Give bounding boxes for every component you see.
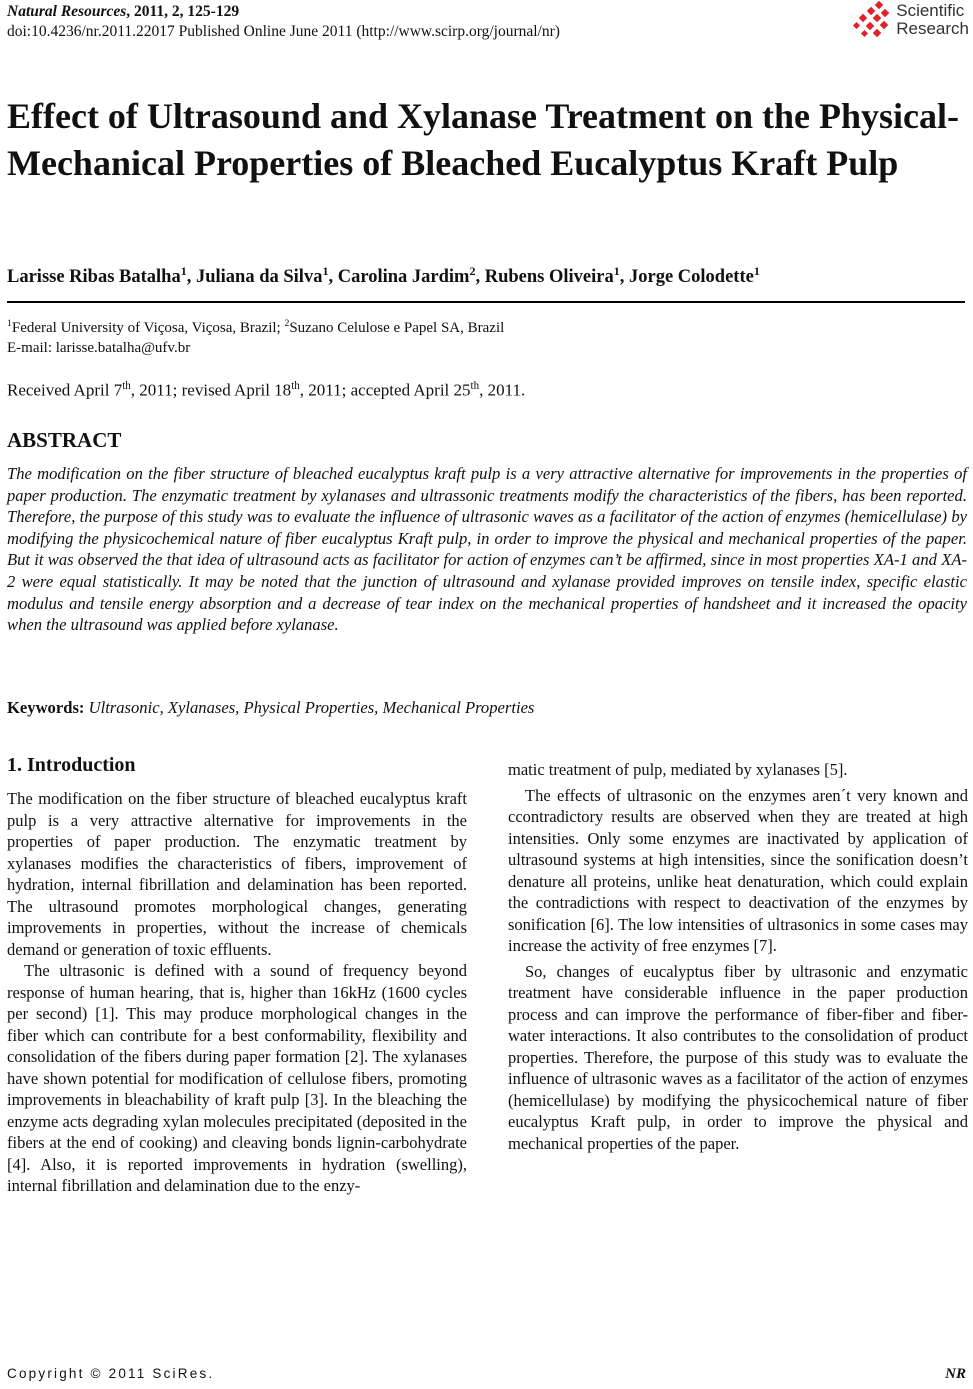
paper-title: Effect of Ultrasound and Xylanase Treatment on the Physical-Mechanical Properties of Bleached Eucalyptus Kraft Pulp [7, 96, 959, 183]
author: Carolina Jardim$^2$, [337, 264, 485, 288]
author: Juliana da Silva$^1$, [195, 264, 338, 288]
paragraph: So, changes of eucalyptus fiber by ultrasonic and enzymatic treatment have considerable influence in the paper production process and can improve the performance of fiber-fiber and fiber-water interactions. It also contributes to the consolidation of product properties. Therefore, the purpose of this study was to evaluate the influence of ultrasonic waves as a facilitator of the action of enzymes (hemicellulase) by modifying the physicochemical nature of fiber eucalyptus Kraft pulp, in order to improve the physical and mechanical properties of the paper. [508, 961, 968, 1153]
paragraph: The ultrasonic is defined with a sound of frequency beyond response of human hearing, that is, higher than 16kHz (1600 cycles per second) [1]. This may produce morphological changes in the fiber which can contribute for a best conformability, flexibility and consolidation of the fibers during paper formation [2]. The xylanases have shown potential for modification of cellulose fibers, promoting improvements in bleachability of kraft pulp [3]. In the bleaching the enzyme acts degrading xylan molecules precipitated (deposited in the fibers at the end of cooking) and cleaving bonds lignin-carbohydrate [4]. Also, it is reported improvements in hydration (swelling), internal fibrillation and delamination due to the enzy- [7, 961, 467, 1195]
divider [7, 301, 965, 303]
right-column [508, 759, 968, 1154]
journal-name: Natural Resources [7, 3, 127, 20]
copyright: Copyright © 2011 SciRes. [7, 1366, 215, 1381]
journal-abbr: NR [945, 1366, 966, 1382]
abstract-text: The modification on the fiber structure of bleached eucalyptus kraft pulp is a very attractive alternative for improvements in the properties of paper production. The enzymatic treatment by xylanases and ultrassonic treatments modify the characteristics of the fibers, has been reported. Therefore, the purpose of this study was to evaluate the influence of ultrasonic waves as a facilitator of the action of enzymes (hemicellulase) by modifying the physicochemical nature of fiber eucalyptus Kraft pulp, in order to improve the physical and mechanical properties of the paper. But it was observed the that idea of ultrasound acts as facilitator for action of enzymes can’t be affirmed, since in most properties XA-1 and XA-2 were equal statistically. It may be noted that the junction of ultrasound and xylanase provided improves on tensile index, specific elastic modulus and tensile energy absorption and a decrease of tear index on the mechanical properties of handsheet and it increased the opacity when the ultrasound was applied before xylanase. [7, 464, 967, 635]
abstract-heading: ABSTRACT [7, 428, 122, 452]
keywords: Keywords: Ultrasonic, Xylanases, Physical Properties, Mechanical Properties [7, 698, 535, 717]
received-dates: Received April 7th, 2011; revised April 18th, 2011; accepted April 25th, 2011. [7, 380, 526, 400]
paragraph: The effects of ultrasonic on the enzymes aren´t very known and ccontradictory results are observed when they are treated at high intensities. Only some enzymes are inactivated by application of ultrasound systems at high intensities, since the sonification doesn’t denature all proteins, unlike heat denaturation, which could explain the contradictions with respect to deactivation of the enzymes by sonification [6]. The low intensities of ultrasonics in some cases may increase the activity of free enzymes [7]. [508, 785, 968, 955]
paragraph: matic treatment of pulp, mediated by xylanases [5]. [508, 760, 848, 779]
author: Rubens Oliveira$^1$, [484, 264, 629, 288]
logo-text-2: Research [896, 19, 969, 38]
diamond-cluster-icon [852, 0, 892, 40]
journal-header [7, 2, 560, 42]
doi-line: doi:10.4236/nr.2011.22017 Published Online June 2011 (http://www.scirp.org/journal/nr) [7, 23, 560, 40]
left-column [7, 752, 467, 1197]
author: Larisse Ribas Batalha$^1$, [7, 264, 196, 288]
paragraph: The modification on the fiber structure of bleached eucalyptus kraft pulp is a very attractive alternative for improvements in the properties of paper production. The enzymatic treatment by xylanases modifies the characteristics of fibers, improvement of hydration, internal fibrillation and delamination has been reported. The ultrasound promotes morphological changes, generating improvements in properties, without the increase of chemicals demand or generation of toxic effluents. [7, 789, 467, 959]
footer [7, 1366, 966, 1382]
affiliations: $^1$Federal University of Viçosa, Viçosa, Brazil; $^2$Suzano Celulose e Papel SA, Brazil E-mail: larisse.batalha@ufv.br [7, 318, 505, 356]
citation: , 2011, 2, 125-129 [126, 3, 240, 20]
logo-text-1: Scientific [896, 1, 965, 20]
email: E-mail: larisse.batalha@ufv.br [7, 340, 191, 356]
author-list [7, 264, 760, 288]
publisher-logo [852, 0, 969, 40]
section-heading: 1. Introduction [7, 754, 136, 776]
author: Jorge Colodette$^1$ [628, 264, 760, 288]
